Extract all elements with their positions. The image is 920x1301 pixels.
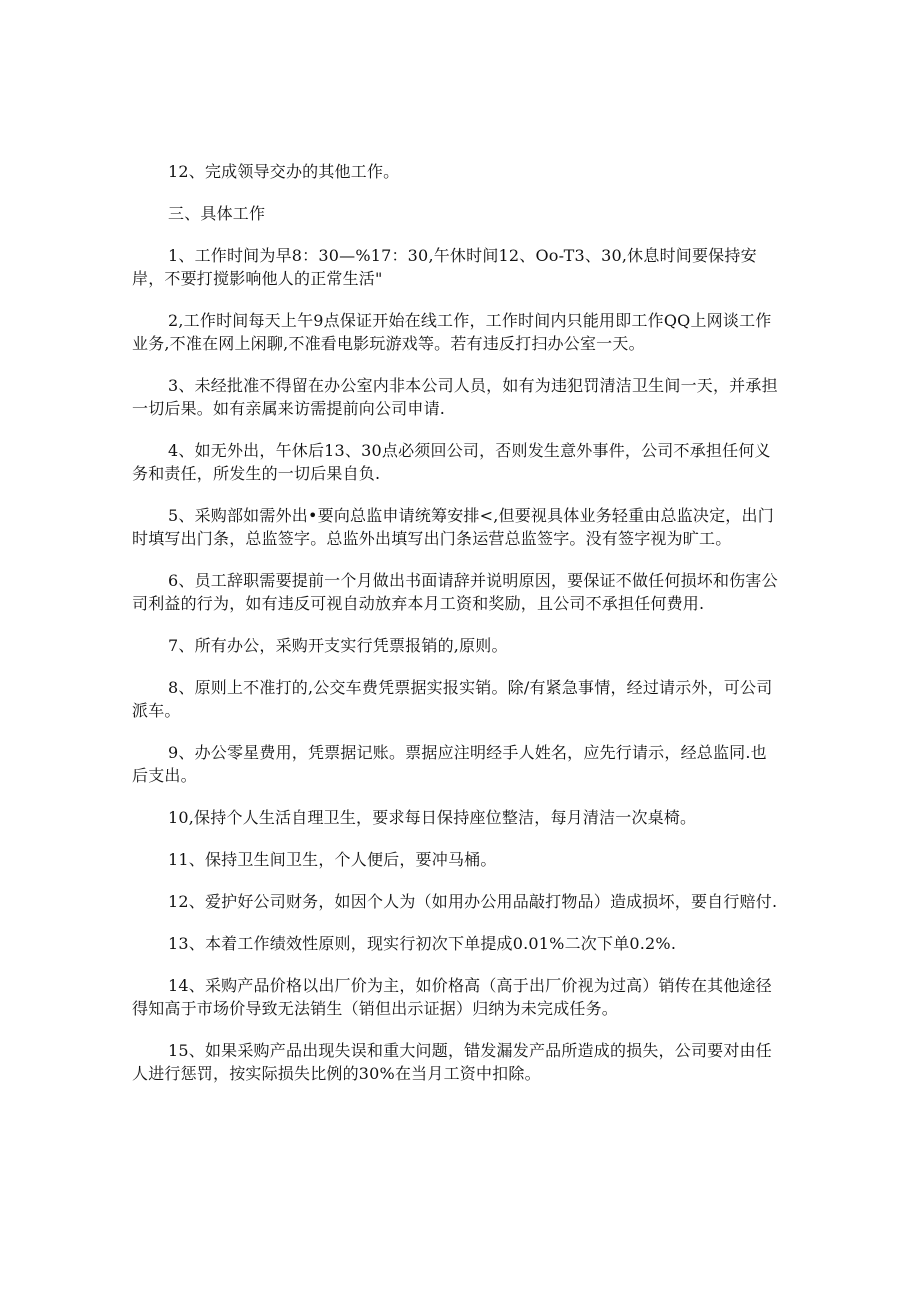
paragraph-rule-1: 1、工作时间为早8：30—%17：30,午休时间12、Oo-T3、30,休息时间要保持安岸，不要打搅影响他人的正常生活" bbox=[132, 246, 757, 288]
paragraph-rule-11: 11、保持卫生间卫生，个人便后，要冲马桶。 bbox=[168, 850, 497, 869]
paragraph-rule-3: 3、未经批准不得留在办公室内非本公司人员，如有为违犯罚清洁卫生间一天，并承担一切后果。如有亲属来访需提前向公司申请. bbox=[132, 376, 778, 418]
paragraph-rule-10: 10,保持个人生活自理卫生，要求每日保持座位整洁，每月清洁一次桌椅。 bbox=[168, 808, 697, 827]
paragraph-task-12: 12、完成领导交办的其他工作。 bbox=[168, 162, 400, 181]
paragraph-rule-7: 7、所有办公，采购开支实行凭票报销的,原则。 bbox=[168, 636, 508, 655]
paragraph-rule-5: 5、采购部如需外出•要向总监申请统筹安排<,但要视具体业务轻重由总监决定，出门时填写出门条，总监签字。总监外出填写出门条运营总监签字。没有签字视为旷工。 bbox=[132, 506, 774, 548]
paragraph-rule-9: 9、办公零星费用，凭票据记账。票据应注明经手人姓名，应先行请示，经总监同.也后支出。 bbox=[132, 743, 767, 785]
paragraph-rule-14: 14、采购产品价格以出厂价为主，如价格高（高于出厂价视为过高）销传在其他途径得知高于市场价导致无法销生（销但出示证据）归纳为未完成任务。 bbox=[132, 976, 772, 1018]
paragraph-rule-6: 6、员工辞职需要提前一个月做出书面请辞并说明原因，要保证不做任何损坏和伤害公司利益的行为，如有违反可视自动放弃本月工资和奖励，且公司不承担任何费用. bbox=[132, 571, 778, 613]
document-body bbox=[132, 160, 780, 1104]
section-heading-specific-work: 三、具体工作 bbox=[168, 204, 266, 223]
paragraph-rule-8: 8、原则上不准打的,公交车费凭票据实报实销。除/有紧急事情，经过请示外，可公司派车。 bbox=[132, 678, 773, 720]
paragraph-rule-2: 2,工作时间每天上午9点保证开始在线工作，工作时间内只能用即工作QQ上网谈工作业务,不准在网上闲聊,不准看电影玩游戏等。若有违反打扫办公室一天。 bbox=[132, 311, 772, 353]
paragraph-rule-4: 4、如无外出，午休后13、30点必须回公司，否则发生意外事件，公司不承担任何义务和责任，所发生的一切后果自负. bbox=[132, 441, 771, 483]
paragraph-rule-15: 15、如果采购产品出现失误和重大问题，错发漏发产品所造成的损失，公司要对由任人进行惩罚，按实际损失比例的30%在当月工资中扣除。 bbox=[132, 1041, 772, 1083]
paragraph-rule-12: 12、爱护好公司财务，如因个人为（如用办公用品敲打物品）造成损坏，要自行赔付. bbox=[168, 892, 778, 911]
paragraph-rule-13: 13、本着工作绩效性原则，现实行初次下单提成0.01%二次下单0.2%. bbox=[168, 934, 677, 953]
